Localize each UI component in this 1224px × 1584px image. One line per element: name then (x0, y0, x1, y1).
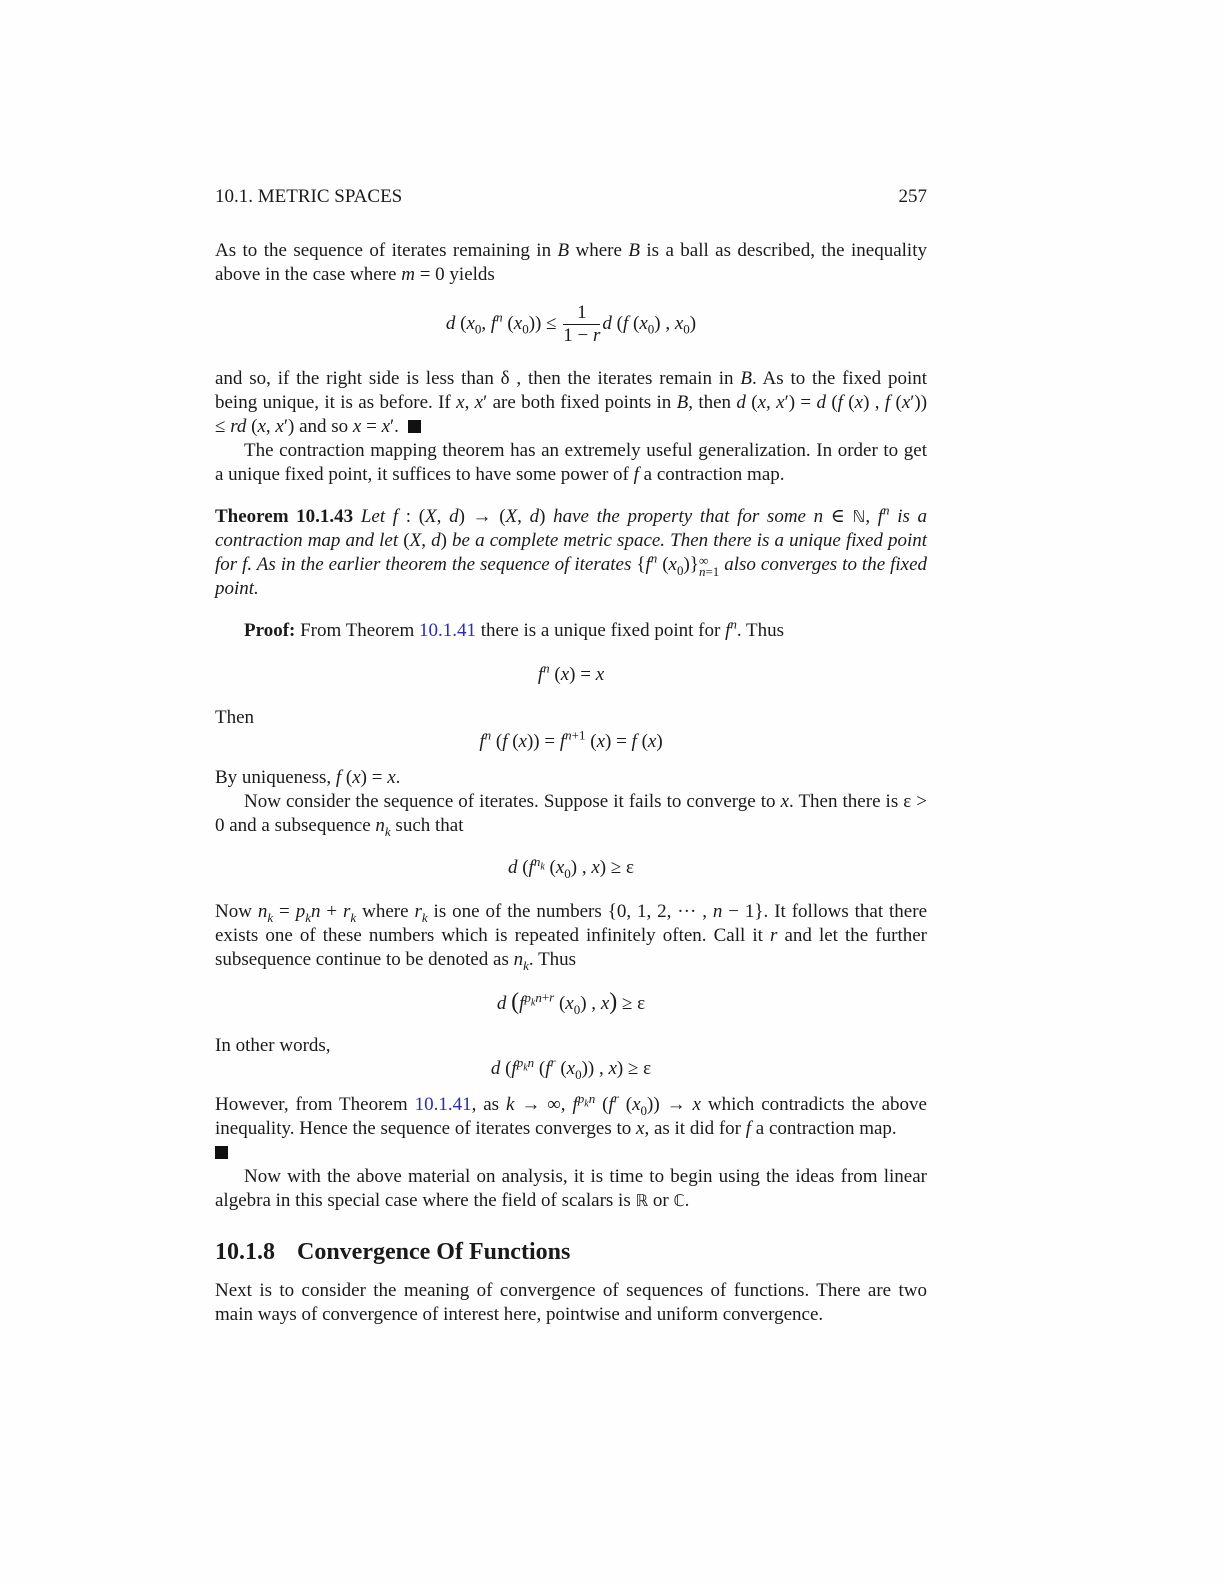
header-page-number: 257 (898, 186, 927, 207)
paragraph-contradiction: However, from Theorem 10.1.41, as k → ∞, $f^{p_kn}$ ($f^r$ $(x_0)) \to x$ which contradicts the above inequality. Hence the sequence of iterates converges to x, as it did for f a contraction map. Now with the above material on analysis, it is time to begin using the ideas from linear algebra in this special case where the field of scalars is ℝ or ℂ. (215, 1090, 927, 1211)
paragraph-uniqueness-conclusion: By uniqueness, f (x) = x. Now consider the sequence of iterates. Suppose it fails to converge to x. Then there is ε > 0 and a subsequence $n_k$ such that (215, 767, 927, 839)
equation-rewritten: d ($f^{p_kn}$ ($f^r$ $(x_0)$) , x) ≥ ε (490, 1054, 652, 1082)
paragraph-9: Next is to consider the meaning of convergence of sequences of functions. There are two main ways of convergence of interest here, pointwise and uniform convergence. (215, 1280, 927, 1325)
equation-fixed-point: $f^n$ (x) = x (537, 660, 605, 685)
paragraph-iterates-ball: As to the sequence of iterates remaining in B where B is a ball as described, the inequality above in the case where m = 0 yields (215, 240, 927, 285)
paragraph-uniqueness: and so, if the right side is less than δ , then the iterates remain in B. As to the fixed point being unique, it is as before. If x, x′ are both fixed points in B, then d (x, x′) = d (f (x) , f (x′)) ≤ rd (x, x′) and so x = x′. The contraction mapping theorem has an extremely useful generalization. In order to get a unique fixed point, it suffices to have some power of f a contraction map. (215, 368, 928, 485)
theorem-10-1-43: Theorem 10.1.43 Let f : (X, d) → (X, d) have the property that for some n ∈ ℕ, $f^n$ is a contraction map and let (X, d) be a complete metric space. Then there is a unique fixed point for f. As in the earlier theorem the sequence of iterates {$f^n$ $(x_0)$} ∞ n=1 also converges to the fixed point. (215, 502, 928, 599)
equation-repeated-remainder: d ($f^{p_kn+r}$ $(x_0)$ , x) ≥ ε (496, 989, 646, 1017)
section-number: 10.1.8 (215, 1239, 275, 1265)
qed-square-icon-2 (215, 1146, 228, 1159)
qed-square-icon (408, 420, 421, 433)
header-section-title: 10.1. METRIC SPACES (215, 186, 403, 207)
paragraph-convergence-intro (215, 1279, 927, 1327)
theorem-label: Theorem 10.1.43 (215, 506, 354, 527)
section-heading (215, 1240, 570, 1264)
proof-label: Proof: (244, 620, 296, 641)
equation-subsequence: d ($f^{n_k}$ $(x_0)$ , x) ≥ ε (507, 853, 635, 881)
then-label: Then (215, 707, 255, 728)
paragraph-decomposition: Now $n_k = p_kn + r_k$ where $r_k$ is one of the numbers {0, 1, 2, ··· , n − 1}. It follows that there exists one of these numbers which is repeated infinitely often. Call it r and let the further subsequence continue to be denoted as $n_k$. Thus (215, 901, 928, 973)
running-header (215, 185, 927, 207)
equation-f-of-x: $f^n$ (f $(x)) = f^{n+1}$ (x) = f (x) (479, 727, 663, 752)
theorem-reference-link[interactable]: 10.1.41 (419, 620, 477, 641)
in-other-words-label: In other words, (215, 1035, 331, 1056)
equation-distance-bound: d ($x_0$, $f^n$ $(x_0)$) ≤ $\frac{1}{1 - r}$ d (f $(x_0)$ , $x_0$) (445, 302, 697, 346)
proof-start: Proof: From Theorem 10.1.41 there is a unique fixed point for $f^n$. Thus (244, 616, 785, 641)
section-title: Convergence Of Functions (297, 1239, 571, 1265)
theorem-reference-link-2[interactable]: 10.1.41 (414, 1094, 472, 1115)
